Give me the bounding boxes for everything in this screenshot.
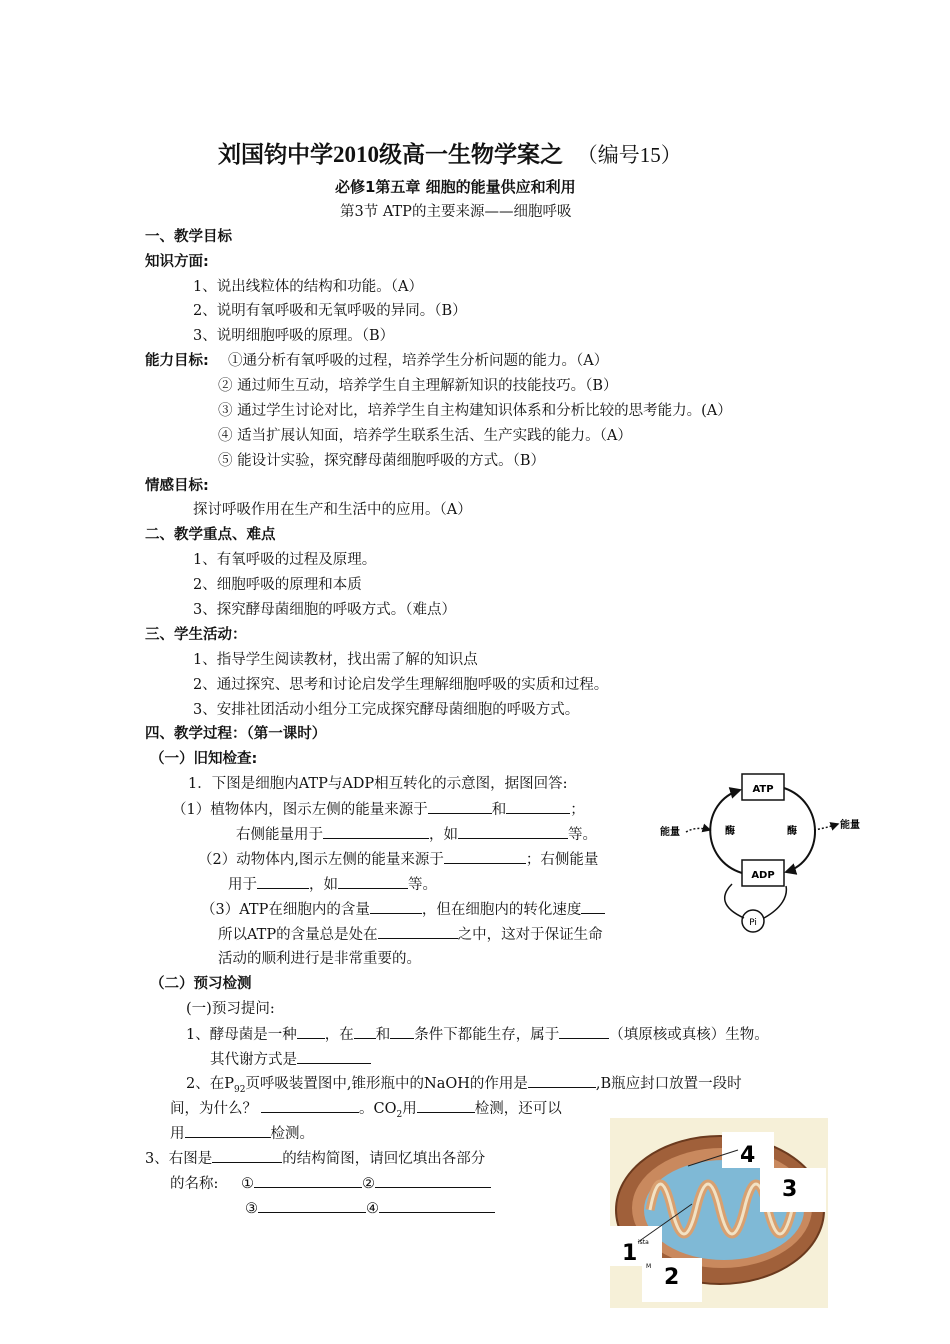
knowledge-label: 知识方面:: [145, 254, 209, 270]
preview-q2-line3: 用 检测。: [170, 1123, 314, 1144]
preview-q1-line2: 其代谢方式是: [210, 1049, 371, 1070]
emotion-text: 探讨呼吸作用在生产和生活中的应用。（A）: [193, 502, 472, 518]
emotion-label: 情感目标:: [145, 478, 209, 494]
q1-part1-line2: 右侧能量用于 ，如 等。: [236, 824, 597, 845]
preview-q3-line1: 3、右图是 的结构简图，请回忆填出各部分: [145, 1148, 485, 1169]
activity-item: 3、安排社团活动小组分工完成探究酵母菌细胞的呼吸方式。: [193, 702, 580, 718]
answer-blank[interactable]: [354, 1024, 376, 1039]
preview-subheading: (一)预习提问:: [186, 1001, 275, 1017]
activity-item: 1、指导学生阅读教材，找出需了解的知识点: [193, 652, 478, 668]
preview-heading: （二）预习检测: [150, 976, 252, 992]
knowledge-item: 1、说出线粒体的结构和功能。（A）: [193, 279, 423, 295]
page-title: [218, 136, 682, 169]
enzyme-left-label: 酶: [725, 826, 735, 837]
energy-right-label: 能量: [840, 820, 860, 831]
review-heading: （一）旧知检查:: [150, 751, 258, 767]
q1-intro: 1．下图是细胞内ATP与ADP相互转化的示意图，据图回答:: [188, 776, 568, 792]
process-heading: 四、教学过程：（第一课时）: [145, 726, 327, 742]
preview-q3-line2: 的名称: ① ②: [170, 1173, 491, 1194]
title-number: （编号15）: [576, 143, 682, 167]
atp-label: ATP: [752, 784, 774, 795]
answer-blank[interactable]: [297, 1049, 371, 1064]
knowledge-item: 3、说明细胞呼吸的原理。（B）: [193, 328, 395, 344]
answer-blank[interactable]: [528, 1073, 596, 1088]
answer-blank[interactable]: [379, 1198, 495, 1213]
q1-part3-line2: 所以ATP的含量总是处在 之中，这对于保证生命: [218, 924, 603, 945]
atp-adp-diagram: [660, 768, 865, 938]
preview-q2-line2: 间，为什么？ 。$CO_2$用 检测，还可以: [170, 1098, 562, 1125]
pi-arrow: [725, 884, 744, 918]
answer-blank[interactable]: [375, 1173, 491, 1188]
answer-blank[interactable]: [559, 1024, 609, 1039]
energy-right-arrow: [814, 824, 838, 830]
adp-label: ADP: [751, 870, 775, 881]
pi-arrow-2: [764, 886, 786, 918]
answer-blank[interactable]: [261, 1098, 359, 1113]
answer-blank[interactable]: [581, 899, 605, 914]
keypoint-item: 3、探究酵母菌细胞的呼吸方式。（难点）: [193, 602, 456, 618]
mito-label-2: 2: [664, 1265, 680, 1290]
answer-blank[interactable]: [428, 799, 492, 814]
answer-blank[interactable]: [254, 1173, 362, 1188]
q1-part2-line1: （2）动物体内,图示左侧的能量来源于 ；右侧能量: [198, 849, 598, 870]
answer-blank[interactable]: [323, 824, 429, 839]
activity-item: 2、通过探究、思考和讨论启发学生理解细胞呼吸的实质和过程。: [193, 677, 609, 693]
mitochondrion-diagram: [610, 1118, 828, 1308]
mito-label-4: 4: [740, 1143, 756, 1168]
answer-blank[interactable]: [390, 1024, 414, 1039]
q1-part3-line3: 活动的顺利进行是非常重要的。: [218, 951, 421, 967]
mito-label-3: 3: [782, 1177, 798, 1202]
keypoints-heading: 二、教学重点、难点: [145, 527, 276, 543]
q1-part1-line1: （1）植物体内，图示左侧的能量来源于 和 ；: [172, 799, 585, 820]
ability-label: 能力目标:: [145, 353, 209, 369]
answer-blank[interactable]: [378, 924, 458, 939]
answer-blank[interactable]: [338, 874, 408, 889]
q1-part3-line1: （3）ATP在细胞内的含量 ，但在细胞内的转化速度: [201, 899, 605, 920]
activities-heading: 三、学生活动：: [145, 627, 247, 643]
answer-blank[interactable]: [212, 1148, 282, 1163]
preview-q2-line1: 2、在$P_{92}$页呼吸装置图中,锥形瓶中的NaOH的作用是 ,B瓶应封口放置一段时: [186, 1073, 742, 1100]
answer-blank[interactable]: [506, 799, 570, 814]
answer-blank[interactable]: [297, 1024, 325, 1039]
subtitle: 必修1第五章 细胞的能量供应和利用: [335, 178, 576, 196]
ability-item: ③ 通过学生讨论对比，培养学生自主构建知识体系和分析比较的思考能力。(A）: [218, 403, 732, 419]
answer-blank[interactable]: [458, 824, 568, 839]
ability-item: ⑤ 能设计实验，探究酵母菌细胞呼吸的方式。（B）: [218, 453, 546, 469]
title-main: 刘国钧中学2010级高一生物学案之: [218, 142, 563, 167]
mito-tiny-1: ista: [638, 1239, 649, 1246]
answer-blank[interactable]: [257, 874, 309, 889]
keypoint-item: 1、有氧呼吸的过程及原理。: [193, 552, 377, 568]
knowledge-item: 2、说明有氧呼吸和无氧呼吸的异同。（B）: [193, 303, 467, 319]
energy-left-label: 能量: [660, 827, 680, 838]
ability-item: ①通分析有氧呼吸的过程，培养学生分析问题的能力。（A）: [228, 353, 609, 369]
keypoint-item: 2、细胞呼吸的原理和本质: [193, 577, 362, 593]
energy-left-arrow: [686, 828, 710, 832]
answer-blank[interactable]: [185, 1123, 271, 1138]
preview-q3-line3: ③ ④: [245, 1198, 495, 1219]
answer-blank[interactable]: [417, 1098, 475, 1113]
pi-label: Pi: [749, 918, 757, 928]
mito-tiny-2: M: [646, 1263, 652, 1270]
ability-item: ② 通过师生互动，培养学生自主理解新知识的技能技巧。（B）: [218, 378, 618, 394]
answer-blank[interactable]: [258, 1198, 366, 1213]
answer-blank[interactable]: [444, 849, 526, 864]
ability-item: ④ 适当扩展认知面，培养学生联系生活、生产实践的能力。（A）: [218, 428, 632, 444]
section-title: 第3节 ATP的主要来源——细胞呼吸: [340, 204, 572, 220]
preview-q1-line1: 1、酵母菌是一种 ，在 和 条件下都能生存，属于 （填原核或真核）生物。: [186, 1024, 769, 1045]
q1-part2-line2: 用于 ，如 等。: [228, 874, 437, 895]
mito-label-1: 1: [622, 1241, 638, 1266]
enzyme-right-label: 酶: [787, 826, 797, 837]
goals-heading: 一、教学目标: [145, 229, 232, 245]
answer-blank[interactable]: [370, 899, 422, 914]
